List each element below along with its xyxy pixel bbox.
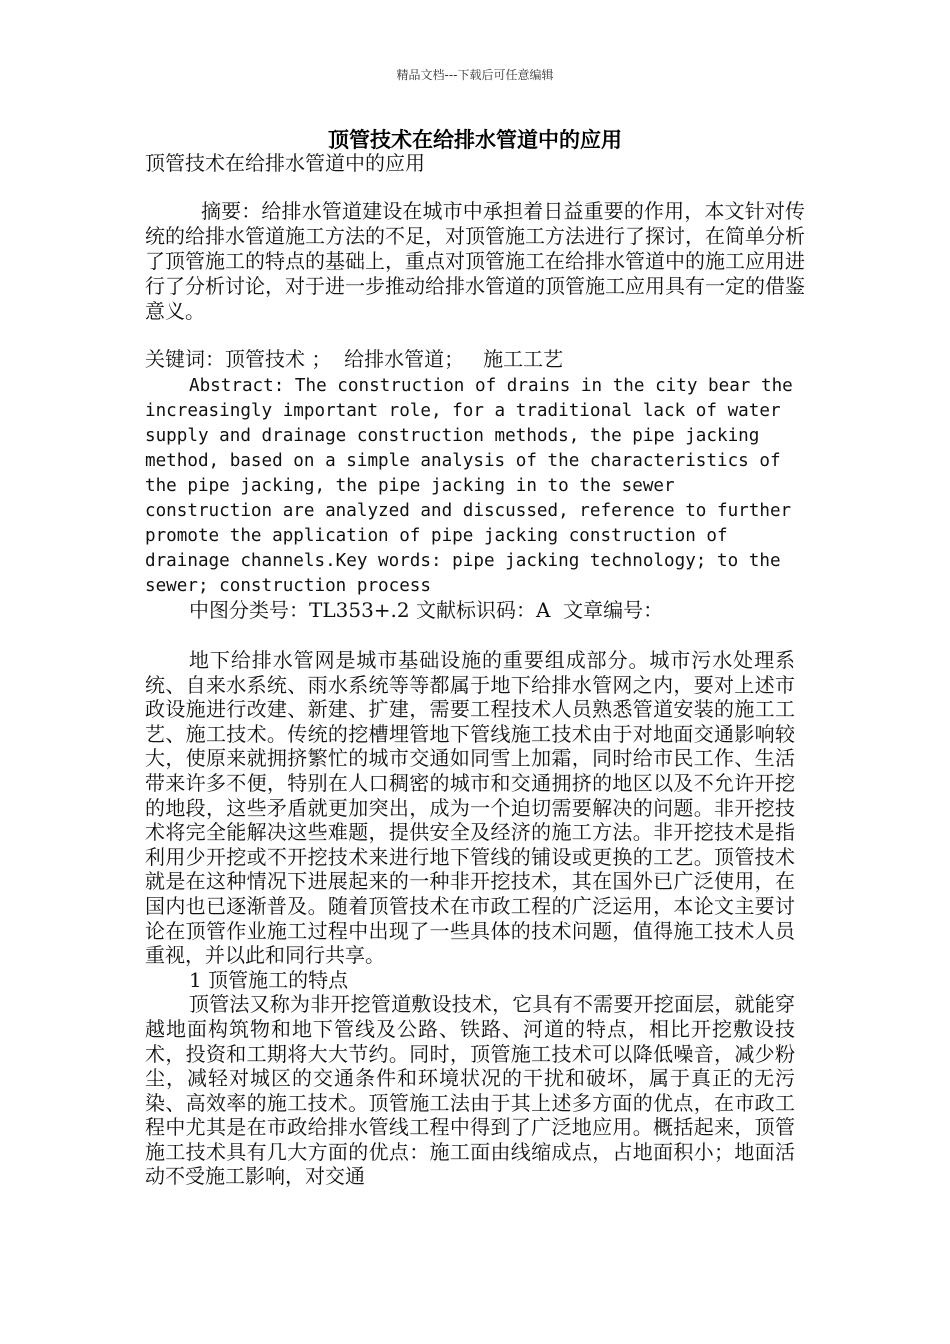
classification-line: 中图分类号：TL353+.2 文献标识码：A 文章编号： xyxy=(189,598,664,622)
body-paragraph: 地下给排水管网是城市基础设施的重要组成部分。城市污水处理系统、自来水系统、雨水系统等等都属于地下给排水管网之内，要对上述市政设施进行改建、新建、扩建，需要工程技术人员熟悉管道安装的施工工艺、施工技术。传统的挖槽埋管地下管线施工技术由于对地面交通影响较大，使原来就拥挤繁忙的城市交通如同雪上加霜，同时给市民工作、生活带来许多不便，特别在人口稠密的城市和交通拥挤的地区以及不允许开挖的地段，这些矛盾就更加突出，成为一个迫切需要解决的问题。非开挖技术将完全能解决这些难题，提供安全及经济的施工方法。非开挖技术是指利用少开挖或不开挖技术来进行地下管线的铺设或更换的工艺。顶管技术就是在这种情况下进展起来的一种非开挖技术，其在国外已广泛使用，在国内也已逐渐普及。随着顶管技术在市政工程的广泛运用，本论文主要讨论在顶管作业施工过程中出现了一些具体的技术问题，值得施工技术人员重视，并以此和同行共享。 xyxy=(145,648,795,968)
header-note: 精品文档---下载后可任意编辑 xyxy=(396,68,554,82)
body-paragraph: 顶管法又称为非开挖管道敷设技术，它具有不需要开挖面层，就能穿越地面构筑物和地下管线及公路、铁路、河道的特点，相比开挖敷设技术，投资和工期将大大节约。同时，顶管施工技术可以降低噪音，减少粉尘，减轻对城区的交通条件和环境状况的干扰和破坏，属于真正的无污染、高效率的施工技术。顶管施工法由于其上述多方面的优点，在市政工程中尤其是在市政给排水管线工程中得到了广泛地应用。概括起来，顶管施工技术具有几大方面的优点：施工面由线缩成点，占地面积小；地面活动不受施工影响，对交通 xyxy=(145,992,795,1189)
document-subtitle: 顶管技术在给排水管道中的应用 xyxy=(145,151,425,175)
section-heading: 1 顶管施工的特点 xyxy=(189,967,349,992)
keywords-line: 关键词：顶管技术 ； 给排水管道； 施工工艺 xyxy=(145,347,564,371)
body-text xyxy=(145,648,795,1189)
english-abstract: Abstract: The construction of drains in the city bear the increasingly important role, for a traditional lack of water supply and drainage construction methods, the pipe jacking method, based on a simple analysis of the characteristics of the pipe jacking, the pipe jacking in to the sewer construction are analyzed and discussed, reference to further promote the application of pipe jacking construction of drainage channels.Key words: pipe jacking technology; to the sewer; construction process xyxy=(145,376,793,596)
document-title: 顶管技术在给排水管道中的应用 xyxy=(328,128,622,152)
chinese-abstract: 摘要：给排水管道建设在城市中承担着日益重要的作用，本文针对传统的给排水管道施工方法的不足，对顶管施工方法进行了探讨，在简单分析了顶管施工的特点的基础上，重点对顶管施工在给排水管道中的施工应用进行了分析讨论，对于进一步推动给排水管道的顶管施工应用具有一定的借鉴意义。 xyxy=(145,199,805,323)
